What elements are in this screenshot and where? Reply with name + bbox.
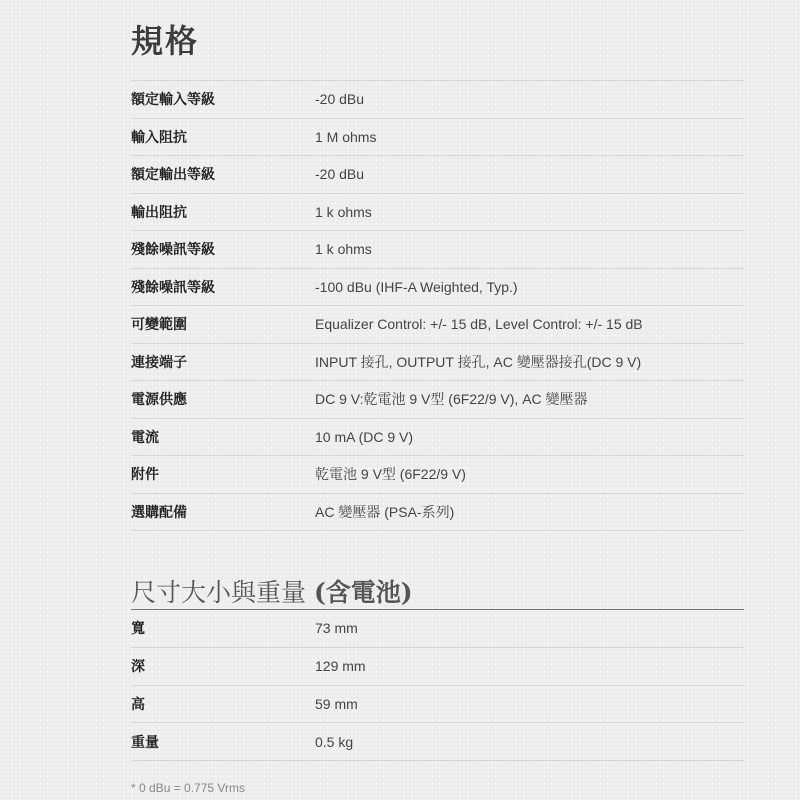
dimension-label: 高 [131, 696, 145, 713]
spec-label: 電源供應 [131, 392, 187, 409]
dimension-label: 寬 [131, 621, 145, 638]
spec-table [131, 80, 744, 531]
dimensions-heading-main: 尺寸大小與重量 [131, 578, 307, 607]
spec-label: 輸入阻抗 [131, 129, 187, 146]
page-title: 規格 [131, 22, 200, 60]
dimension-label: 重量 [131, 734, 159, 751]
spec-label: 殘餘噪訊等級 [131, 279, 215, 296]
spec-label: 附件 [131, 467, 159, 484]
spec-row [131, 344, 744, 382]
spec-row [131, 231, 744, 269]
spec-value: -20 dBu [315, 166, 365, 183]
spec-value: 10 mA (DC 9 V) [315, 428, 414, 445]
dimension-row [131, 723, 744, 761]
dimensions-table [131, 610, 744, 761]
dimension-row [131, 686, 744, 724]
spec-row [131, 119, 744, 157]
spec-value: -100 dBu (IHF-A Weighted, Typ.) [315, 278, 518, 295]
dimension-row [131, 648, 744, 686]
spec-value: 1 k ohms [315, 203, 372, 220]
spec-value: DC 9 V:乾電池 9 V型 (6F22/9 V), AC 變壓器 [315, 391, 588, 408]
spec-row [131, 419, 744, 457]
spec-row [131, 494, 744, 532]
spec-value: AC 變壓器 (PSA-系列) [315, 503, 455, 520]
spec-value: INPUT 接孔, OUTPUT 接孔, AC 變壓器接孔(DC 9 V) [315, 353, 642, 370]
spec-value: Equalizer Control: +/- 15 dB, Level Control: +/- 15 dB [315, 316, 643, 333]
spec-label: 殘餘噪訊等級 [131, 242, 215, 259]
dimensions-heading-note: (含電池) [313, 578, 413, 607]
spec-value: -20 dBu [315, 91, 365, 108]
spec-row [131, 194, 744, 232]
spec-value: 1 k ohms [315, 241, 372, 258]
spec-row [131, 156, 744, 194]
footnote: * 0 dBu = 0.775 Vrms [131, 781, 245, 796]
spec-page [131, 0, 744, 795]
dimension-value: 59 mm [315, 695, 358, 712]
spec-label: 電流 [131, 429, 159, 446]
spec-row [131, 306, 744, 344]
spec-row [131, 381, 744, 419]
spec-label: 輸出阻抗 [131, 204, 187, 221]
dimensions-heading [131, 578, 744, 610]
spec-label: 選購配備 [131, 504, 187, 521]
dimension-value: 73 mm [315, 620, 358, 637]
dimension-value: 129 mm [315, 658, 366, 675]
spec-value: 1 M ohms [315, 128, 377, 145]
spec-row [131, 81, 744, 119]
spec-value: 乾電池 9 V型 (6F22/9 V) [315, 466, 466, 483]
spec-row [131, 456, 744, 494]
spec-label: 額定輸出等級 [131, 167, 215, 184]
dimension-value: 0.5 kg [315, 733, 354, 750]
spec-label: 可變範圍 [131, 317, 187, 334]
spec-label: 額定輸入等級 [131, 92, 215, 109]
spec-row [131, 269, 744, 307]
dimension-row [131, 610, 744, 648]
dimension-label: 深 [131, 659, 145, 676]
spec-label: 連接端子 [131, 354, 187, 371]
